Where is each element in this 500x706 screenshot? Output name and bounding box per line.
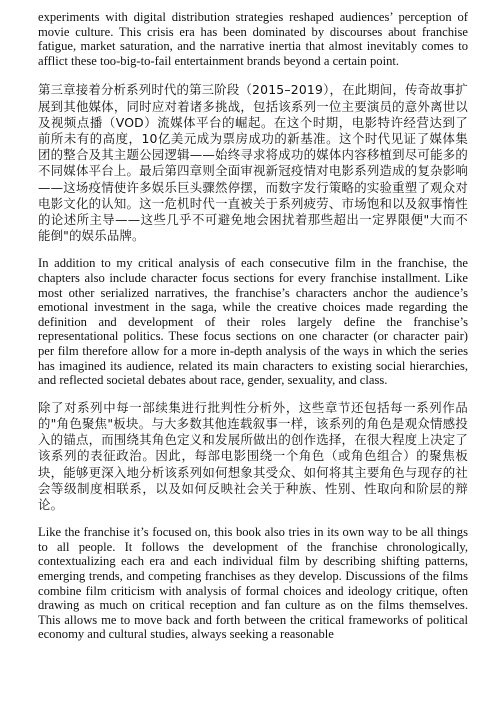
paragraph-chinese-1: 第三章接着分析系列时代的第三阶段（2015–2019），在此期间，传奇故事扩展到其他媒体，同时应对着诸多挑战，包括该系列一位主要演员的意外离世以及视频点播（VOD）流媒体平台的崛起。在这个时期，电影特许经营达到了前所未有的高度，10亿美元成为票房成功的新基准。这个时代见证了媒体集团的整合及其主题公园逻辑——始终寻求将成功的媒体内容移植到尽可能多的不同媒体平台上。最后第四章则全面审视新冠疫情对电影系列造成的复杂影响——这场疫情使许多娱乐巨头骤然停摆，而数字发行策略的实验重塑了观众对电影文化的认知。这一危机时代一直被关于系列疲劳、市场饱和以及叙事惰性的论述所主导——这些几乎不可避免地会困扰着那些超出一定界限便"大而不能倒"的娱乐品牌。: [38, 82, 468, 244]
document-page: [38, 10, 468, 654]
paragraph-english-1: experiments with digital distribution strategies reshaped audiences’ perception of movie culture. This crisis era has been dominated by discourses about franchise fatigue, market saturation, and the narrative inertia that almost inevitably comes to afflict these too-big-to-fail entertainment brands beyond a certain point.: [38, 10, 468, 68]
paragraph-chinese-2: 除了对系列中每一部续集进行批判性分析外，这些章节还包括每一系列作品的"角色聚焦"板块。与大多数其他连载叙事一样，该系列的角色是观众情感投入的锚点，而围绕其角色定义和发展所做出的创作选择，在很大程度上决定了该系列的表征政治。因此，每部电影围绕一个角色（或角色组合）的聚焦板块，能够更深入地分析该系列如何想象其受众、如何将其主要角色与现存的社会等级制度相联系，以及如何反映社会关于种族、性别、性取向和阶层的辩论。: [38, 399, 468, 512]
paragraph-english-2: In addition to my critical analysis of each consecutive film in the franchise, the chapters also include character focus sections for every franchise installment. Like most other serialized narratives, the franchise’s characters anchor the audience’s emotional investment in the saga, while the creative choices made regarding the definition and development of their roles largely define the franchise’s representational politics. These focus sections on one character (or character pair) per film therefore allow for a more in-depth analysis of the ways in which the series has imagined its audience, related its main characters to existing social hierarchies, and reflected societal debates about race, gender, sexuality, and class.: [38, 256, 468, 388]
paragraph-english-3: Like the franchise it’s focused on, this book also tries in its own way to be all things to all people. It follows the development of the franchise chronologically, contextualizing each era and each individual film by describing shifting patterns, emerging trends, and competing franchises as they develop. Discussions of the films combine film criticism with analysis of formal choices and ideology critique, often drawing as much on critical reception and fan culture as on the films themselves. This allows me to move back and forth between the critical frameworks of political economy and cultural studies, always seeking a reasonable: [38, 525, 468, 642]
